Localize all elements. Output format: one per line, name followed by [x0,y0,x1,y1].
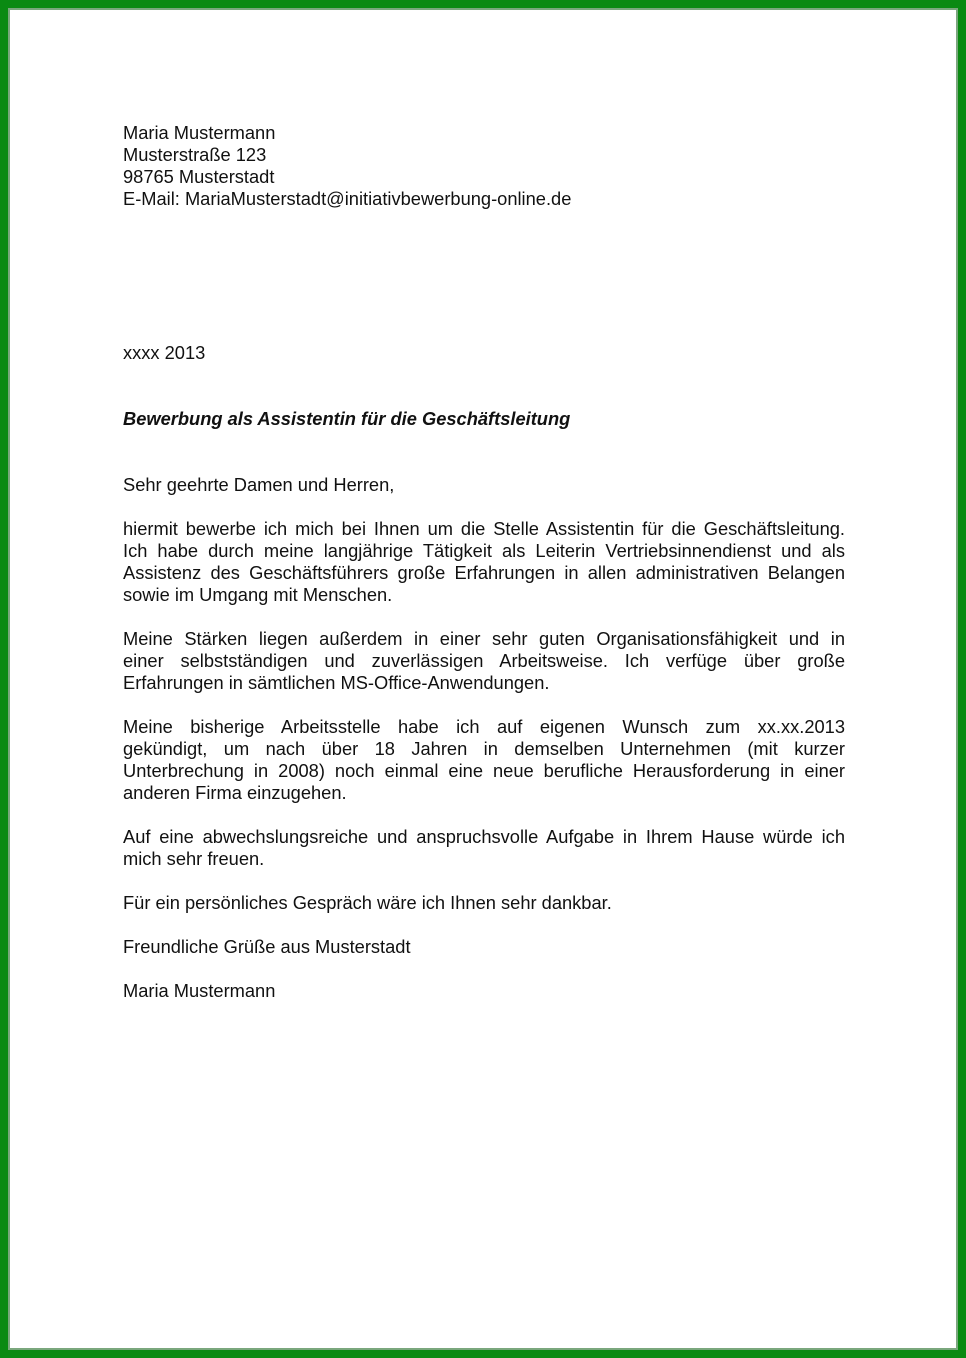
paragraph-5 [123,892,845,914]
sender-block [123,122,845,210]
paragraph-line: Erfahrungen in sämtlichen MS-Office-Anwendungen. [123,672,550,693]
letter-date: xxxx 2013 [123,342,206,363]
letter [123,122,845,1001]
paragraph-line: mich sehr freuen. [123,848,265,869]
paragraph-line: gekündigt, um nach über 18 Jahren in demselben Unternehmen (mit kurzer [123,738,845,759]
paragraph-line: Auf eine abwechslungsreiche und anspruchsvolle Aufgabe in Ihrem Hause würde ich [123,826,845,847]
sender-street: Musterstraße 123 [123,144,267,165]
paragraph-line: sowie im Umgang mit Menschen. [123,584,393,605]
closing: Freundliche Grüße aus Musterstadt [123,936,411,957]
sender-name: Maria Mustermann [123,122,276,143]
paragraph-1 [123,518,845,606]
paragraph-line: Unterbrechung in 2008) noch einmal eine neue berufliche Herausforderung in einer [123,760,845,781]
subject-line: Bewerbung als Assistentin für die Geschäftsleitung [123,408,571,429]
paragraph-2 [123,628,845,694]
salutation: Sehr geehrte Damen und Herren, [123,474,395,495]
paragraph-line: einer selbstständigen und zuverlässigen Arbeitsweise. Ich verfüge über große [123,650,845,671]
paragraph-line: Assistenz des Geschäftsführers große Erfahrungen in allen administrativen Belangen [123,562,845,583]
paragraph-line: anderen Firma einzugehen. [123,782,347,803]
sender-email: E-Mail: MariaMusterstadt@initiativbewerbung-online.de [123,188,572,209]
paragraph-line: Für ein persönliches Gespräch wäre ich Ihnen sehr dankbar. [123,892,612,913]
paragraph-line: hiermit bewerbe ich mich bei Ihnen um die Stelle Assistentin für die Geschäftsleitung. [123,518,845,539]
paragraph-3 [123,716,845,804]
letter-body [123,474,845,1024]
paragraph-line: Meine Stärken liegen außerdem in einer sehr guten Organisationsfähigkeit und in [123,628,845,649]
signature: Maria Mustermann [123,980,276,1001]
paragraph-line: Meine bisherige Arbeitsstelle habe ich auf eigenen Wunsch zum xx.xx.2013 [123,716,845,737]
paragraph-4 [123,826,845,870]
sender-city: 98765 Musterstadt [123,166,275,187]
paragraph-line: Ich habe durch meine langjährige Tätigkeit als Leiterin Vertriebsinnendienst und als [123,540,845,561]
